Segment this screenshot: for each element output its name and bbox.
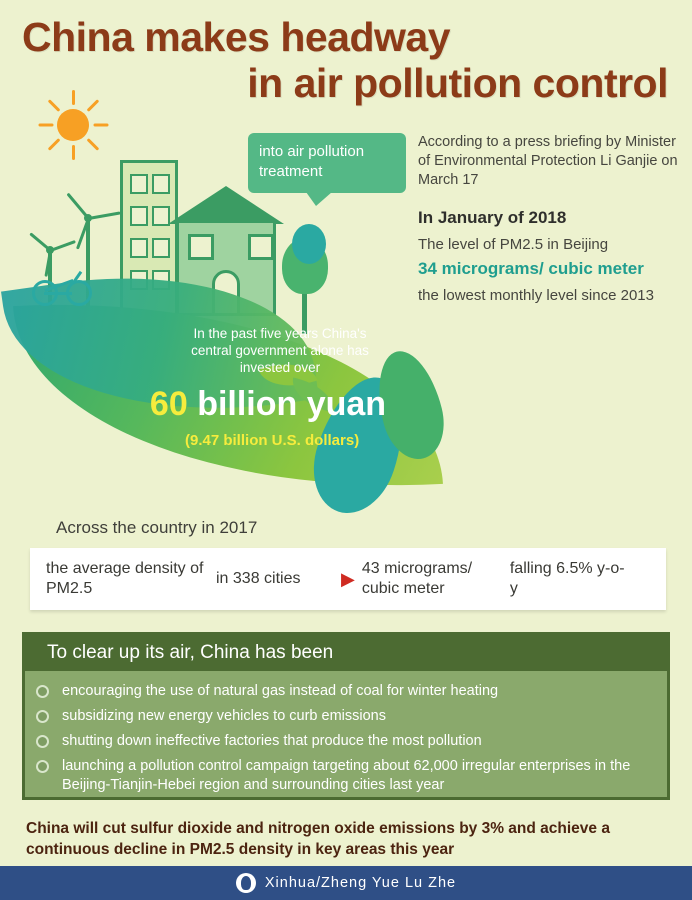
period-label: In January of 2018 — [418, 208, 567, 227]
footer-credit: Xinhua/Zheng Yue Lu Zhe — [264, 875, 457, 891]
pm25-beijing-note: the lowest monthly level since 2013 — [418, 287, 654, 304]
speech-bubble-text: into air pollution treatment — [259, 143, 365, 180]
list-item — [36, 757, 662, 795]
closing-statement: China will cut sulfur dioxide and nitrogen oxide emissions by 3% and achieve a continuous decline in PM2.5 density in key areas this year — [26, 820, 610, 858]
ribbon-change: falling 6.5% y-o-y — [509, 560, 625, 597]
tree-icon-top — [292, 224, 326, 264]
bullet-icon — [36, 760, 49, 773]
investment-intro: In the past five years China's central government alone has invested over — [191, 326, 369, 375]
bullet-icon — [36, 710, 49, 723]
pm25-beijing-value: 34 micrograms/ cubic meter — [418, 259, 644, 278]
bullet-icon — [36, 685, 49, 698]
speech-bubble — [248, 133, 406, 193]
investment-amount — [118, 385, 418, 424]
ribbon-cities-label: in 338 cities — [216, 570, 301, 587]
measures-list — [36, 682, 662, 801]
right-info-column — [418, 133, 684, 306]
title-line-2: in air pollution control — [247, 60, 668, 106]
investment-amount-number: 60 — [149, 385, 188, 423]
list-item-text: encouraging the use of natural gas instead of coal for winter heating — [62, 683, 499, 699]
arrow-right-icon: ▶ — [341, 568, 355, 589]
list-item-text: launching a pollution control campaign targeting about 62,000 irregular enterprises in the Beijing-Tianjin-Hebei region and surrounding cities last year — [62, 758, 631, 793]
across-country-label: Across the country in 2017 — [56, 518, 258, 537]
pm25-beijing-label: The level of PM2.5 in Beijing — [418, 236, 609, 253]
title-line-1: China makes headway — [22, 14, 451, 60]
list-item — [36, 682, 662, 701]
footer-bar — [0, 866, 692, 900]
list-item-text: subsidizing new energy vehicles to curb emissions — [62, 708, 386, 724]
investment-amount-unit: billion yuan — [197, 385, 387, 423]
measures-panel-heading: To clear up its air, China has been — [25, 635, 667, 671]
xinhua-logo-icon — [236, 873, 256, 893]
list-item-text: shutting down ineffective factories that produce the most pollution — [62, 733, 482, 749]
bullet-icon — [36, 735, 49, 748]
list-item — [36, 732, 662, 751]
statistics-ribbon-content — [30, 548, 666, 610]
list-item — [36, 707, 662, 726]
press-briefing-text: According to a press briefing by Minister of Environmental Protection Li Ganjie on March 17 — [418, 134, 678, 188]
investment-usd: (9.47 billion U.S. dollars) — [185, 432, 360, 449]
ribbon-avg-density-label: the average density of PM2.5 — [46, 560, 204, 597]
ribbon-value: 43 micrograms/ cubic meter — [361, 560, 473, 597]
